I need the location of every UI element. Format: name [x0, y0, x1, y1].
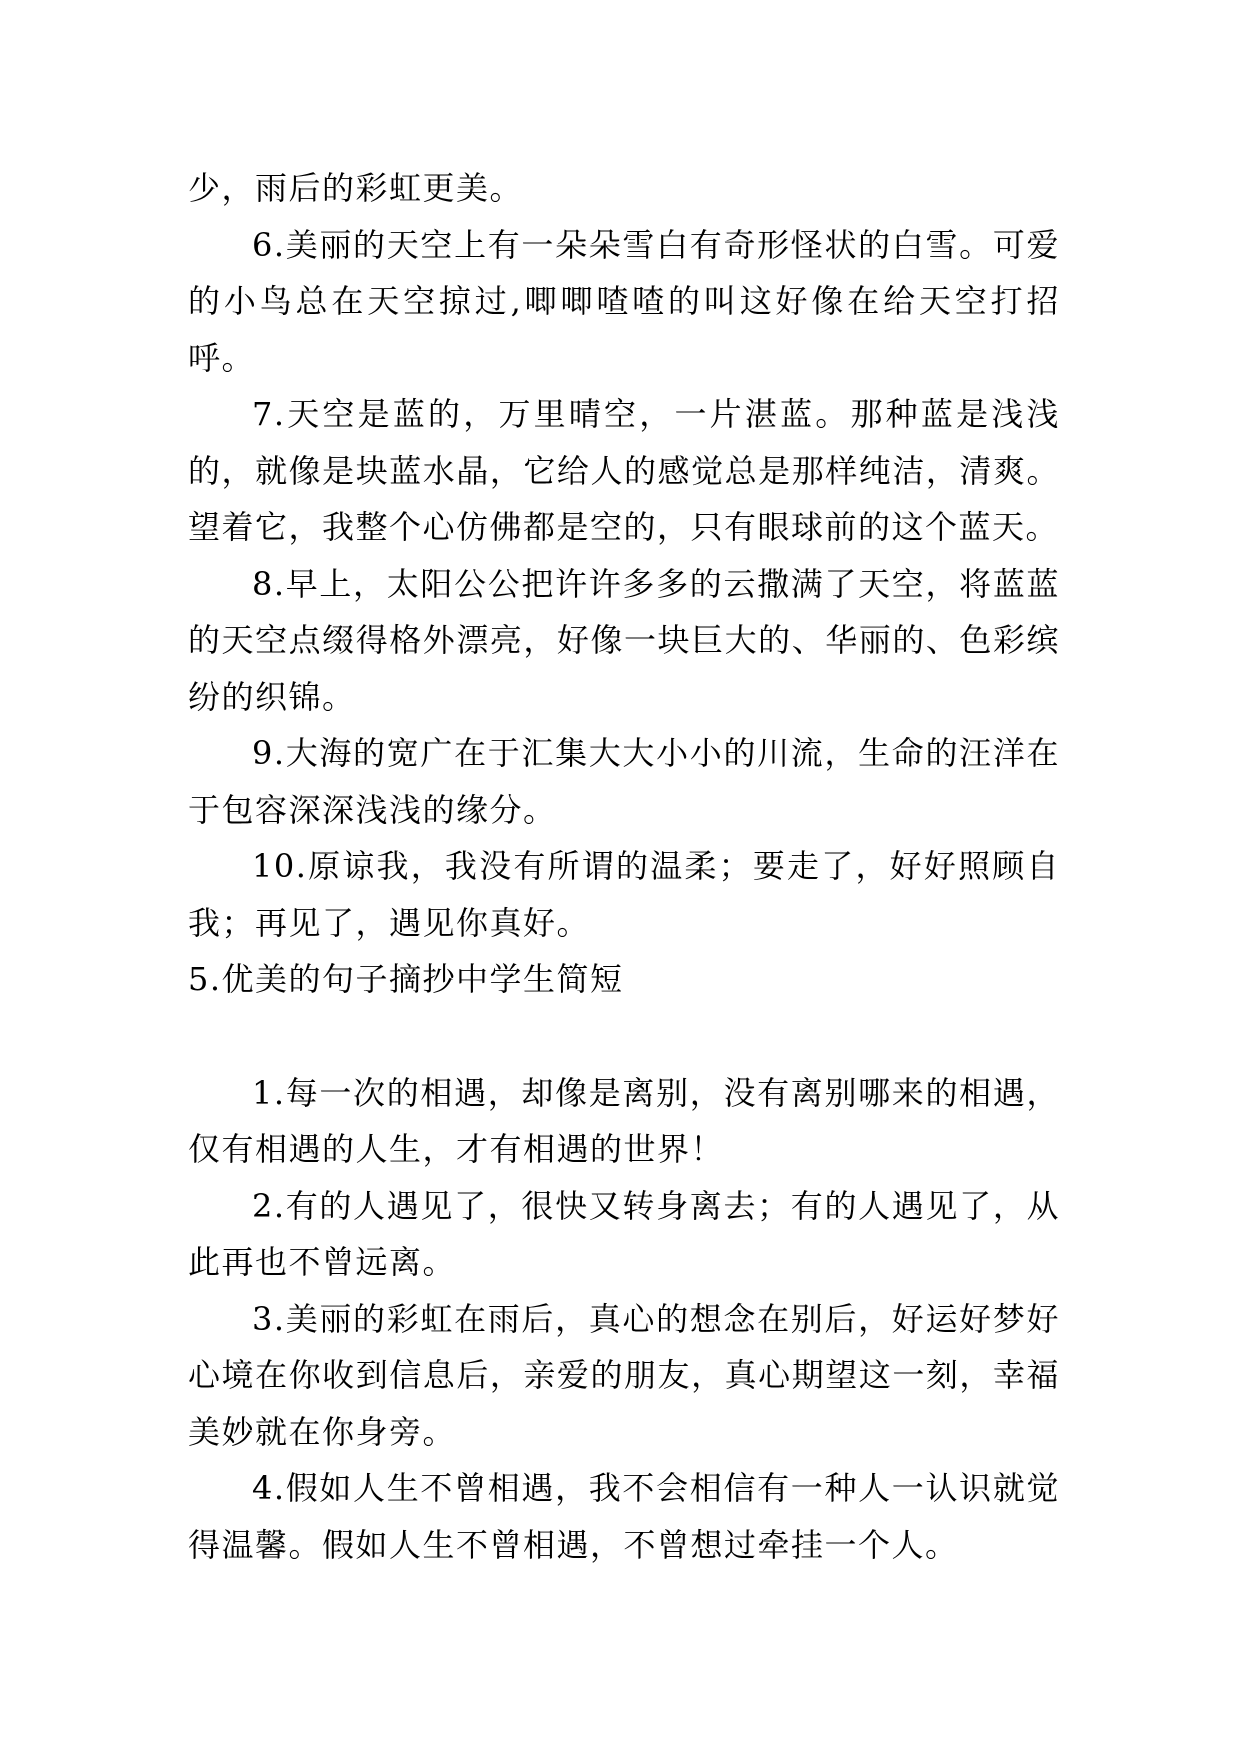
carryover-paragraph: 少，雨后的彩虹更美。 [188, 169, 524, 207]
list-item: 8.早上，太阳公公把许许多多的云撒满了天空，将蓝蓝的天空点缀得格外漂亮，好像一块巨大的、华丽的、色彩缤纷的织锦。 [188, 564, 1060, 716]
document-body [188, 160, 1060, 1573]
list-item: 4.假如人生不曾相遇，我不会相信有一种人一认识就觉得温馨。假如人生不曾相遇，不曾想过牵挂一个人。 [188, 1469, 1060, 1564]
list-item: 7.天空是蓝的，万里晴空，一片湛蓝。那种蓝是浅浅的，就像是块蓝水晶，它给人的感觉总是那样纯洁，清爽。望着它，我整个心仿佛都是空的，只有眼球前的这个蓝天。 [188, 395, 1060, 546]
list-item: 9.大海的宽广在于汇集大大小小的川流，生命的汪洋在于包容深深浅浅的缘分。 [188, 734, 1060, 829]
section-heading: 5.优美的句子摘抄中学生简短 [188, 960, 624, 998]
blank-line [188, 1008, 1060, 1065]
list-item: 1.每一次的相遇，却像是离别，没有离别哪来的相遇，仅有相遇的人生，才有相遇的世界！ [188, 1073, 1060, 1168]
list-item: 2.有的人遇见了，很快又转身离去；有的人遇见了，从此再也不曾远离。 [188, 1186, 1060, 1281]
list-item: 3.美丽的彩虹在雨后，真心的想念在别后，好运好梦好心境在你收到信息后，亲爱的朋友，真心期望这一刻，幸福美妙就在你身旁。 [188, 1299, 1060, 1451]
list-item: 10.原谅我，我没有所谓的温柔；要走了，好好照顾自我；再见了，遇见你真好。 [188, 847, 1060, 942]
list-item: 6.美丽的天空上有一朵朵雪白有奇形怪状的白雪。可爱的小鸟总在天空掠过,唧唧喳喳的叫这好像在给天空打招呼。 [188, 225, 1060, 377]
